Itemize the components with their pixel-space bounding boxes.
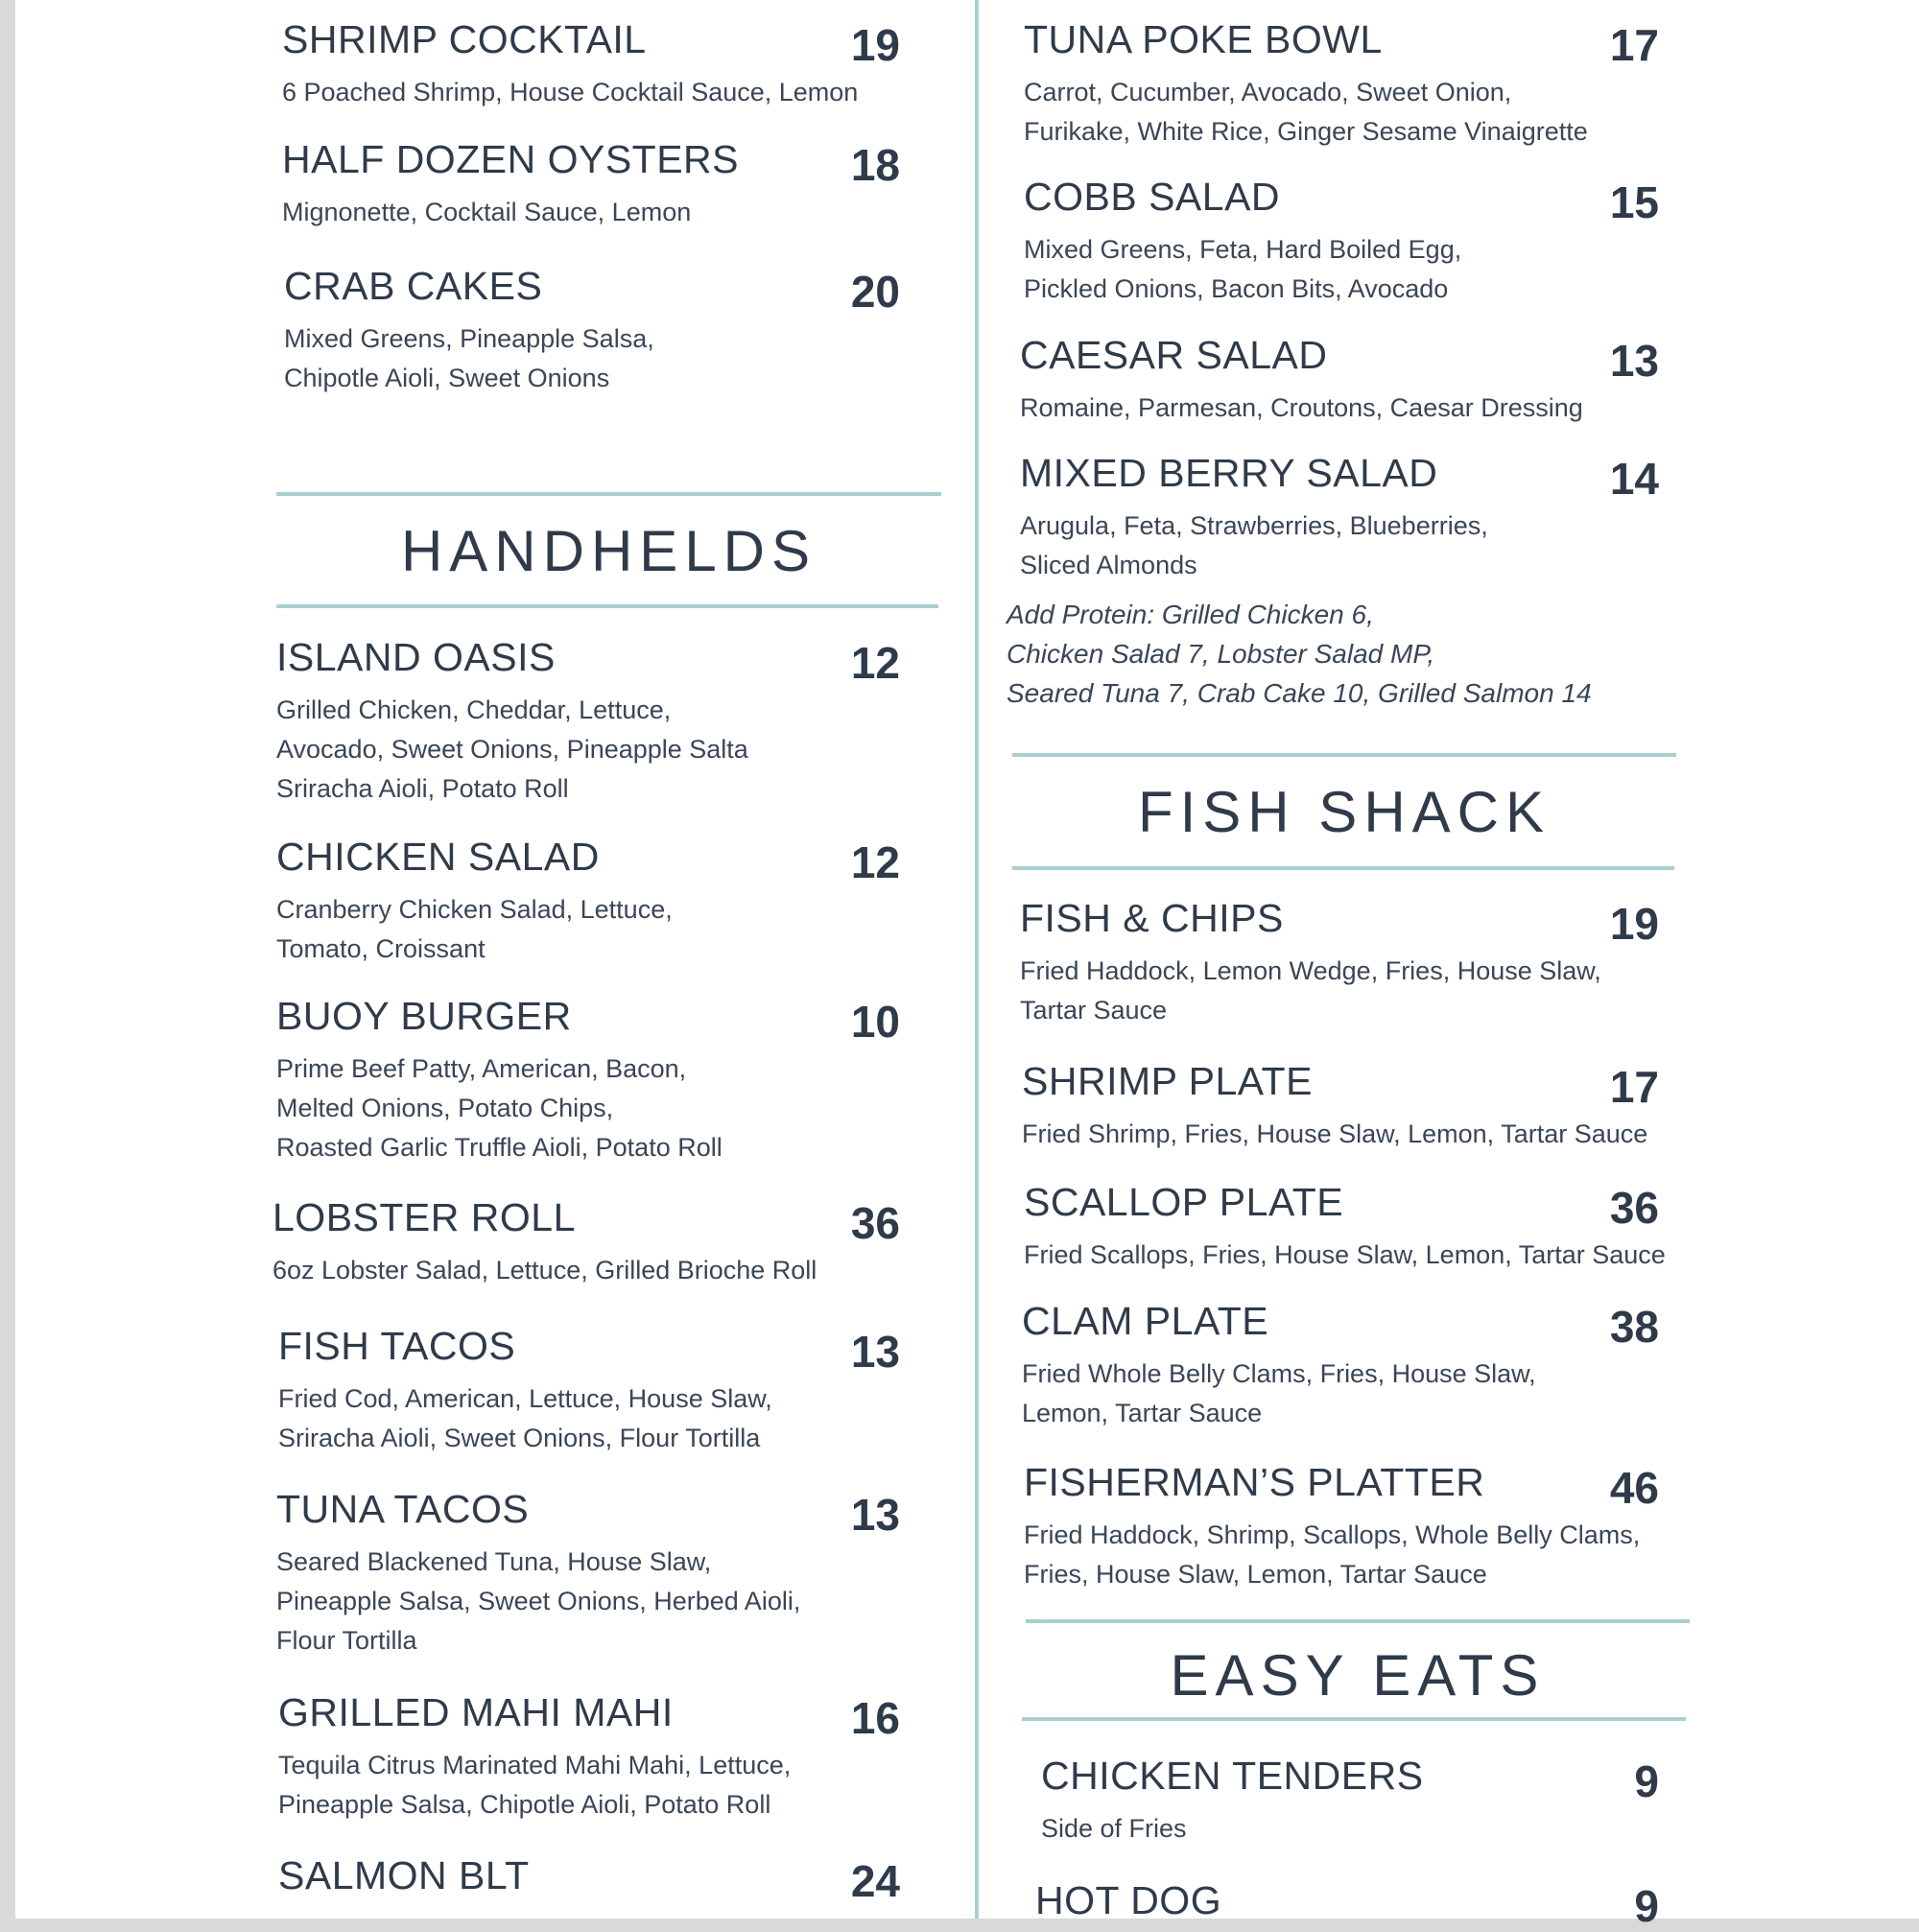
description-line: Avocado, Sweet Onions, Pineapple Salta xyxy=(276,735,748,764)
section-rule xyxy=(1022,1717,1686,1721)
description-line: 6 Poached Shrimp, House Cocktail Sauce, Lemon xyxy=(282,78,859,106)
menu-item-name: SCALLOP PLATE xyxy=(1024,1180,1344,1224)
section-rule xyxy=(1012,866,1674,870)
menu-item-price: 9 xyxy=(1634,1756,1659,1806)
menu-item-name: BUOY BURGER xyxy=(276,994,572,1038)
menu-item-price: 38 xyxy=(1609,1302,1659,1352)
menu-item-price: 12 xyxy=(850,638,900,688)
menu-item-price: 14 xyxy=(1609,454,1659,504)
menu-item-name: ISLAND OASIS xyxy=(276,635,556,679)
menu-item-name: SALMON BLT xyxy=(278,1853,530,1897)
menu-item-price: 46 xyxy=(1609,1463,1659,1513)
menu-item-price: 24 xyxy=(850,1856,900,1906)
protein-note-line: Chicken Salad 7, Lobster Salad MP, xyxy=(1007,639,1435,669)
description-line: Furikake, White Rice, Ginger Sesame Vinaigrette xyxy=(1024,117,1588,146)
menu-item-name: MIXED BERRY SALAD xyxy=(1020,451,1438,495)
menu-item-name: FISH & CHIPS xyxy=(1020,896,1284,940)
menu-item-price: 15 xyxy=(1609,177,1659,227)
description-line: Sliced Almonds xyxy=(1020,551,1197,579)
description-line: Mignonette, Cocktail Sauce, Lemon xyxy=(282,198,692,226)
description-line: Pickled Onions, Bacon Bits, Avocado xyxy=(1024,274,1449,303)
menu-item-description xyxy=(1024,1516,1640,1594)
menu-item-description xyxy=(1024,230,1461,309)
menu-item-name: CLAM PLATE xyxy=(1022,1299,1269,1343)
description-line: Chipotle Aioli, Sweet Onions xyxy=(284,364,610,392)
menu-item-price: 36 xyxy=(850,1198,900,1248)
description-line: Mixed Greens, Pineapple Salsa, xyxy=(284,324,654,353)
column-divider xyxy=(975,0,979,1919)
description-line: Sriracha Aioli, Potato Roll xyxy=(276,774,569,803)
menu-item-price: 13 xyxy=(850,1327,900,1377)
description-line: Pineapple Salsa, Sweet Onions, Herbed Aioli, xyxy=(276,1587,801,1615)
menu-item-name: CHICKEN SALAD xyxy=(276,835,600,879)
menu-item-name: CAESAR SALAD xyxy=(1020,333,1328,377)
description-line: Grilled Chicken, Cheddar, Lettuce, xyxy=(276,695,672,724)
description-line: Arugula, Feta, Strawberries, Blueberries, xyxy=(1020,511,1488,540)
description-line: 6oz Lobster Salad, Lettuce, Grilled Brioche Roll xyxy=(272,1256,817,1284)
menu-item-description xyxy=(1022,1355,1536,1433)
description-line: Tartar Sauce xyxy=(1020,996,1168,1025)
description-line: Mixed Greens, Feta, Hard Boiled Egg, xyxy=(1024,235,1462,264)
menu-item-name: SHRIMP COCKTAIL xyxy=(282,17,647,61)
description-line: Romaine, Parmesan, Croutons, Caesar Dressing xyxy=(1020,393,1583,422)
menu-item-name: COBB SALAD xyxy=(1024,175,1281,219)
description-line: Side of Fries xyxy=(1041,1814,1187,1843)
menu-item-name: GRILLED MAHI MAHI xyxy=(278,1690,674,1734)
menu-item-price: 19 xyxy=(1609,899,1659,949)
menu-item-name: FISH TACOS xyxy=(278,1324,516,1368)
menu-item-name: CHICKEN TENDERS xyxy=(1041,1754,1424,1798)
menu-item-description xyxy=(1020,507,1488,585)
description-line: Melted Onions, Potato Chips, xyxy=(276,1094,614,1122)
description-line: Seared Blackened Tuna, House Slaw, xyxy=(276,1547,712,1576)
protein-note-line: Add Protein: Grilled Chicken 6, xyxy=(1007,600,1374,629)
menu-item-price: 17 xyxy=(1609,1062,1659,1112)
description-line: Flour Tortilla xyxy=(276,1626,417,1655)
section-title-fish-shack: FISH SHACK xyxy=(1137,780,1552,844)
menu-item-name: SHRIMP PLATE xyxy=(1022,1059,1313,1103)
menu-item-name: HOT DOG xyxy=(1035,1878,1222,1922)
description-line: Fries, House Slaw, Lemon, Tartar Sauce xyxy=(1024,1560,1487,1589)
description-line: Tequila Citrus Marinated Mahi Mahi, Lettuce, xyxy=(278,1751,792,1779)
menu-item-price: 36 xyxy=(1609,1183,1659,1233)
menu-page xyxy=(15,0,1919,1931)
menu-item-description xyxy=(1024,73,1588,152)
menu-item-price: 17 xyxy=(1609,20,1659,70)
menu-item-description xyxy=(1022,1115,1647,1154)
menu-item-description xyxy=(284,319,654,398)
menu-item-price: 9 xyxy=(1634,1881,1659,1931)
menu-item-price: 12 xyxy=(850,837,900,887)
menu-item-description xyxy=(276,1543,800,1661)
section-rule xyxy=(1012,753,1676,757)
menu-item-price: 20 xyxy=(850,267,900,317)
menu-item-description xyxy=(278,1746,791,1825)
menu-item-price: 19 xyxy=(850,20,900,70)
section-title-easy-eats: EASY EATS xyxy=(1170,1643,1546,1708)
menu-item-description xyxy=(276,890,673,969)
description-line: Tomato, Croissant xyxy=(276,934,486,963)
section-rule xyxy=(276,604,938,608)
description-line: Lemon, Tartar Sauce xyxy=(1022,1399,1263,1427)
menu-item-price: 16 xyxy=(850,1693,900,1743)
protein-note-line: Seared Tuna 7, Crab Cake 10, Grilled Salmon 14 xyxy=(1007,678,1592,708)
menu-item-description xyxy=(1041,1809,1187,1849)
menu-item-name: CRAB CAKES xyxy=(284,264,543,308)
menu-item-description xyxy=(1020,389,1583,428)
menu-item-description xyxy=(282,193,691,232)
description-line: Fried Haddock, Lemon Wedge, Fries, House Slaw, xyxy=(1020,956,1601,985)
description-line: Cranberry Chicken Salad, Lettuce, xyxy=(276,895,673,924)
menu-item-name: TUNA TACOS xyxy=(276,1487,530,1531)
menu-item-description xyxy=(278,1379,772,1458)
menu-item-description xyxy=(272,1251,817,1290)
menu-item-description xyxy=(276,1049,723,1167)
protein-addon-note xyxy=(1007,595,1592,713)
menu-item-price: 10 xyxy=(850,997,900,1047)
description-line: Fried Cod, American, Lettuce, House Slaw, xyxy=(278,1384,772,1413)
description-line: Fried Haddock, Shrimp, Scallops, Whole Belly Clams, xyxy=(1024,1520,1641,1549)
description-line: Carrot, Cucumber, Avocado, Sweet Onion, xyxy=(1024,78,1512,106)
menu-item-name: FISHERMAN’S PLATTER xyxy=(1024,1460,1485,1504)
description-line: Fried Whole Belly Clams, Fries, House Slaw, xyxy=(1022,1359,1536,1388)
menu-item-description xyxy=(276,691,748,809)
menu-item-name: LOBSTER ROLL xyxy=(272,1195,576,1239)
menu-item-name: TUNA POKE BOWL xyxy=(1024,17,1383,61)
menu-item-price: 13 xyxy=(850,1490,900,1540)
description-line: Pineapple Salsa, Chipotle Aioli, Potato Roll xyxy=(278,1790,771,1819)
description-line: Roasted Garlic Truffle Aioli, Potato Roll xyxy=(276,1133,723,1162)
menu-item-price: 18 xyxy=(850,140,900,190)
menu-item-description xyxy=(1024,1236,1666,1275)
description-line: Prime Beef Patty, American, Bacon, xyxy=(276,1054,687,1083)
menu-item-description xyxy=(282,73,858,112)
menu-item-name: HALF DOZEN OYSTERS xyxy=(282,137,740,181)
menu-item-description xyxy=(1020,952,1601,1030)
section-rule xyxy=(1026,1619,1690,1623)
description-line: Fried Shrimp, Fries, House Slaw, Lemon, Tartar Sauce xyxy=(1022,1119,1648,1148)
section-title-handhelds: HANDHELDS xyxy=(400,519,817,583)
description-line: Sriracha Aioli, Sweet Onions, Flour Tortilla xyxy=(278,1424,761,1452)
section-rule xyxy=(276,492,941,496)
menu-item-price: 13 xyxy=(1609,336,1659,386)
description-line: Fried Scallops, Fries, House Slaw, Lemon, Tartar Sauce xyxy=(1024,1240,1666,1269)
